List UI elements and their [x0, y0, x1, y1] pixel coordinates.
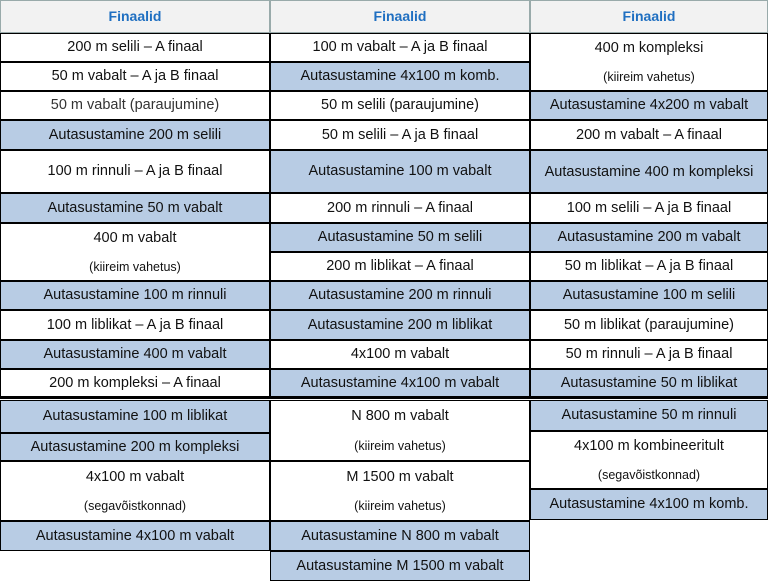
table-cell: Autasustamine 200 m kompleksi: [0, 433, 270, 461]
table-cell: Autasustamine 100 m liblikat: [0, 400, 270, 433]
table-cell: Autasustamine 4x200 m vabalt: [530, 91, 768, 120]
cell-main-text: 4x100 m kombineeritult: [574, 438, 724, 455]
table-cell: 50 m liblikat – A ja B finaal: [530, 252, 768, 281]
table-cell: 50 m liblikat (paraujumine): [530, 310, 768, 340]
column-header: Finaalid: [0, 0, 270, 33]
table-cell: Autasustamine 100 m rinnuli: [0, 281, 270, 310]
table-cell: 100 m selili – A ja B finaal: [530, 193, 768, 223]
cell-main-text: 4x100 m vabalt: [85, 468, 185, 485]
table-cell: Autasustamine 400 m vabalt: [0, 340, 270, 369]
table-cell: [530, 33, 768, 91]
cell-main-text: 400 m kompleksi: [594, 40, 704, 57]
table-cell: Autasustamine 4x100 m vabalt: [270, 369, 530, 397]
table-cell: 200 m liblikat – A finaal: [270, 252, 530, 281]
table-cell: 200 m rinnuli – A finaal: [270, 193, 530, 223]
table-cell: 50 m selili (paraujumine): [270, 91, 530, 120]
table-cell: 200 m vabalt – A finaal: [530, 120, 768, 150]
table-cell: Autasustamine 200 m selili: [0, 120, 270, 150]
table-cell: Autasustamine 50 m selili: [270, 223, 530, 252]
table-cell: [270, 400, 530, 461]
table-cell: [530, 431, 768, 489]
table-cell: 50 m vabalt (paraujumine): [0, 91, 270, 120]
cell-sub-text: (segavõistkonnad): [597, 467, 701, 482]
table-cell: Autasustamine N 800 m vabalt: [270, 521, 530, 551]
cell-main-text: M 1500 m vabalt: [346, 468, 454, 485]
cell-sub-text: (kiireim vahetus): [354, 439, 446, 453]
table-cell: 100 m rinnuli – A ja B finaal: [0, 150, 270, 193]
cell-sub-text: (segavõistkonnad): [83, 499, 187, 514]
table-cell: Autasustamine 200 m rinnuli: [270, 281, 530, 310]
table-cell: 4x100 m vabalt: [270, 340, 530, 369]
table-cell: 50 m vabalt – A ja B finaal: [0, 62, 270, 91]
table-cell: 100 m vabalt – A ja B finaal: [270, 33, 530, 62]
table-cell: 50 m selili – A ja B finaal: [270, 120, 530, 150]
cell-main-text: 400 m vabalt: [93, 230, 177, 247]
table-cell: Autasustamine 4x100 m komb.: [270, 62, 530, 91]
table-cell: Autasustamine 50 m rinnuli: [530, 400, 768, 431]
cell-sub-text: (kiireim vahetus): [354, 499, 446, 514]
table-cell: [0, 223, 270, 281]
table-cell: Autasustamine 4x100 m komb.: [530, 489, 768, 520]
table-cell: Autasustamine 200 m vabalt: [530, 223, 768, 252]
table-cell: Autasustamine 50 m liblikat: [530, 369, 768, 397]
table-cell: 100 m liblikat – A ja B finaal: [0, 310, 270, 340]
column-header: Finaalid: [530, 0, 768, 33]
table-break-divider: [0, 396, 768, 399]
table-cell: [270, 461, 530, 521]
table-cell: 50 m rinnuli – A ja B finaal: [530, 340, 768, 369]
table-cell: Autasustamine 400 m kompleksi: [530, 150, 768, 193]
table-cell: Autasustamine 100 m vabalt: [270, 150, 530, 193]
table-cell: 200 m selili – A finaal: [0, 33, 270, 62]
cell-sub-text: (kiireim vahetus): [603, 69, 695, 84]
table-cell: Autasustamine 100 m selili: [530, 281, 768, 310]
cell-main-text: N 800 m vabalt: [351, 408, 449, 424]
cell-sub-text: (kiireim vahetus): [89, 259, 181, 274]
column-header: Finaalid: [270, 0, 530, 33]
table-cell: 200 m kompleksi – A finaal: [0, 369, 270, 397]
table-cell: Autasustamine 50 m vabalt: [0, 193, 270, 223]
table-cell: Autasustamine 4x100 m vabalt: [0, 521, 270, 551]
table-cell: [0, 461, 270, 521]
table-cell: Autasustamine M 1500 m vabalt: [270, 551, 530, 581]
table-cell: Autasustamine 200 m liblikat: [270, 310, 530, 340]
